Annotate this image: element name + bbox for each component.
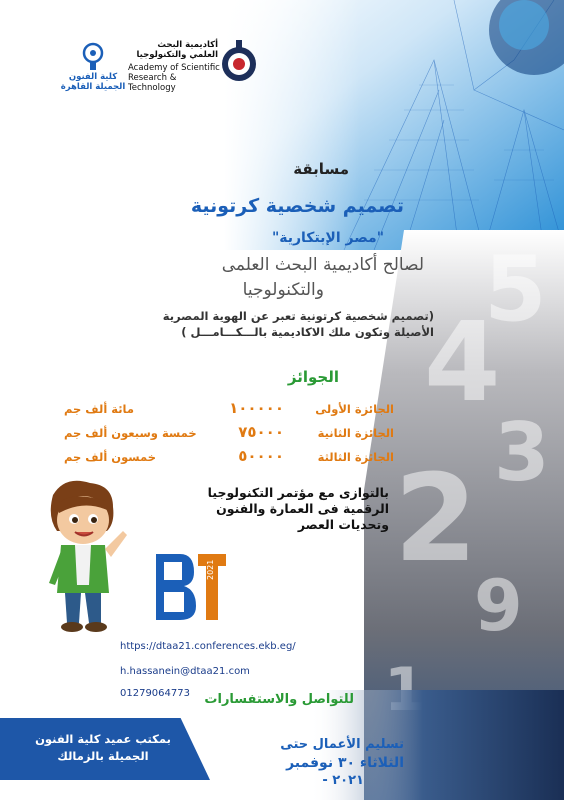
prize-row-1 — [64, 399, 394, 420]
email-link[interactable]: h.hassanein@dtaa21.com — [120, 666, 250, 677]
competition-title: تصميم شخصية كرتونية — [190, 195, 404, 217]
academy-name-ar: أكاديمية البحث العلمي والتكنولوجيا — [136, 40, 218, 60]
dtaa-emblem-icon — [150, 548, 230, 626]
prize-name: الجائزة الأولى — [315, 402, 394, 416]
prize-words: مائة ألف جم — [64, 402, 134, 416]
competition-subtitle: "مصر الإبتكارية" — [271, 230, 384, 246]
academy-name-en-2: Research & Technology — [128, 73, 177, 93]
deadline-date: الثلاثاء ٣٠ نوفمبر — [286, 755, 404, 771]
academy-emblem-icon — [220, 40, 258, 86]
prize-amount: ٥٠٠٠٠ — [238, 447, 284, 465]
deadline-year: ٢٠٢١ - — [322, 773, 364, 788]
prize-words: خمسون ألف جم — [64, 450, 156, 464]
prizes-title: الجوائز — [287, 368, 339, 386]
competition-description: (تصميم شخصية كرتونية تعبر عن الهوية المصرية الأصيلة وتكون ملك الاكاديمية بالـــكـــامـــل ) — [162, 309, 434, 339]
prize-name: الجائزة الثانية — [317, 426, 394, 440]
phone-number: 01279064773 — [120, 688, 190, 699]
prize-row-2 — [64, 423, 394, 444]
cartoon-character-illustration — [35, 475, 130, 635]
website-link[interactable]: https://dtaa21.conferences.ekb.eg/ — [120, 641, 296, 652]
svg-text:3: 3 — [494, 406, 550, 499]
dtaa-year: 2021 — [206, 559, 215, 580]
svg-text:4: 4 — [424, 298, 501, 426]
beneficiary-line1: لصالح أكاديمية البحث العلمى — [221, 255, 424, 275]
contact-title: للتواصل والاستفسارات — [204, 692, 354, 707]
conference-text: بالتوازى مع مؤتمر التكنولوجيا الرقمية فى العمارة والفنون وتحديات العصر — [207, 485, 389, 532]
svg-text:2: 2 — [394, 450, 478, 589]
faculty-logo — [58, 42, 128, 92]
prize-amount: ١٠٠٠٠٠ — [229, 399, 284, 417]
competition-label: مسابقة — [293, 160, 349, 178]
deadline-label: تسليم الأعمال حتى — [280, 737, 404, 752]
academy-name-en-1: Academy of Scientific — [128, 63, 220, 73]
svg-text:9: 9 — [474, 565, 523, 647]
faculty-name: كلية الفنون الجميلة القاهرة — [60, 72, 126, 92]
dtaa-logo — [150, 548, 230, 626]
office-text: بمكتب عميد كلية الفنون الجميلة بالزمالك — [35, 732, 171, 763]
prize-name: الجائزة الثالثة — [317, 450, 394, 464]
faculty-emblem-icon — [79, 42, 107, 72]
beneficiary-line2: والتكنولوجيا — [242, 280, 324, 300]
academy-logo — [128, 38, 258, 94]
prize-amount: ٧٥٠٠٠ — [238, 423, 284, 441]
prize-words: خمسة وسبعون ألف جم — [64, 426, 197, 440]
svg-text:5: 5 — [484, 237, 547, 342]
prize-row-3 — [64, 447, 394, 468]
